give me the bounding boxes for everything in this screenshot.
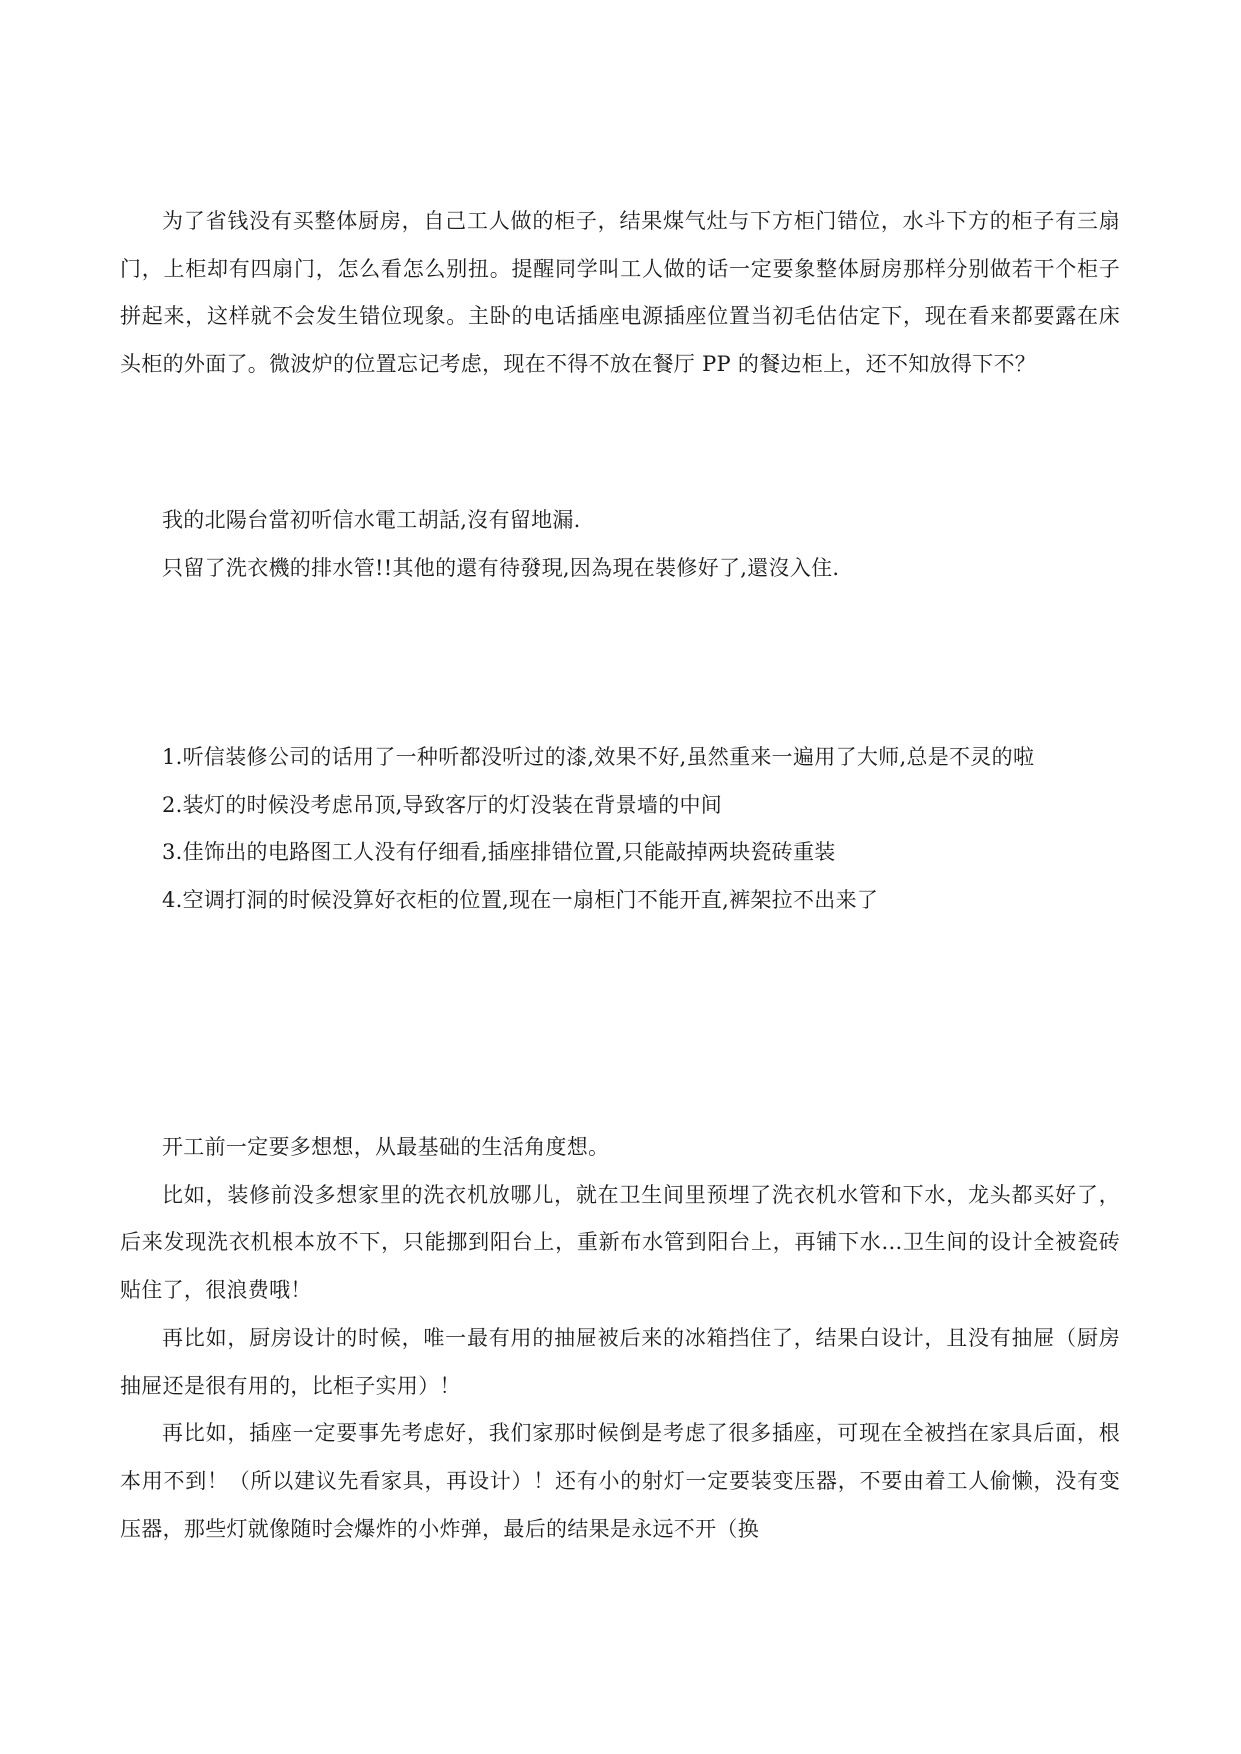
- list-item: 3.佳饰出的电路图工人没有仔细看,插座排错位置,只能敲掉两块瓷砖重装: [162, 840, 836, 865]
- paragraph: 比如，装修前没多想家里的洗衣机放哪儿，就在卫生间里预埋了洗衣机水管和下水，龙头都买好了，后来发现洗衣机根本放不下，只能挪到阳台上，重新布水管到阳台上，再铺下水...卫生间的设计全被瓷砖贴住了，很浪费哦！: [120, 1182, 1120, 1303]
- section-planning-advice: [120, 1124, 1120, 1553]
- paragraph: 再比如，厨房设计的时候，唯一最有用的抽屉被后来的冰箱挡住了，结果白设计，且没有抽屉（厨房抽屉还是很有用的，比柜子实用）！: [120, 1325, 1120, 1398]
- section-kitchen-cabinets: [120, 198, 1120, 389]
- list-item: 4.空调打洞的时候没算好衣柜的位置,现在一扇柜门不能开直,裤架拉不出来了: [162, 888, 879, 913]
- section-numbered-regrets: [120, 734, 1120, 925]
- paragraph: 只留了洗衣機的排水管!!其他的還有待發現,因為現在裝修好了,還沒入住.: [162, 555, 840, 580]
- paragraph: 为了省钱没有买整体厨房，自己工人做的柜子，结果煤气灶与下方柜门错位，水斗下方的柜子有三扇门，上柜却有四扇门，怎么看怎么别扭。提醒同学叫工人做的话一定要象整体厨房那样分别做若干个柜子拼起来，这样就不会发生错位现象。主卧的电话插座电源插座位置当初毛估估定下，现在看来都要露在床头柜的外面了。微波炉的位置忘记考虑，现在不得不放在餐厅 PP 的餐边柜上，还不知放得下不？: [120, 209, 1120, 377]
- list-item: 1.听信装修公司的话用了一种听都没听过的漆,效果不好,虽然重来一遍用了大师,总是不灵的啦: [162, 745, 1035, 769]
- paragraph: 再比如，插座一定要事先考虑好，我们家那时候倒是考虑了很多插座，可现在全被挡在家具后面，根本用不到！（所以建议先看家具，再设计）！还有小的射灯一定要装变压器，不要由着工人偷懒，没有变压器，那些灯就像随时会爆炸的小炸弹，最后的结果是永远不开（换: [120, 1421, 1120, 1541]
- section-balcony-drain: [120, 497, 1120, 592]
- paragraph: 开工前一定要多想想，从最基础的生活角度想。: [162, 1135, 610, 1159]
- paragraph: 我的北陽台當初听信水電工胡話,沒有留地漏.: [162, 508, 581, 532]
- list-item: 2.装灯的时候没考虑吊顶,导致客厅的灯没装在背景墙的中间: [162, 792, 723, 817]
